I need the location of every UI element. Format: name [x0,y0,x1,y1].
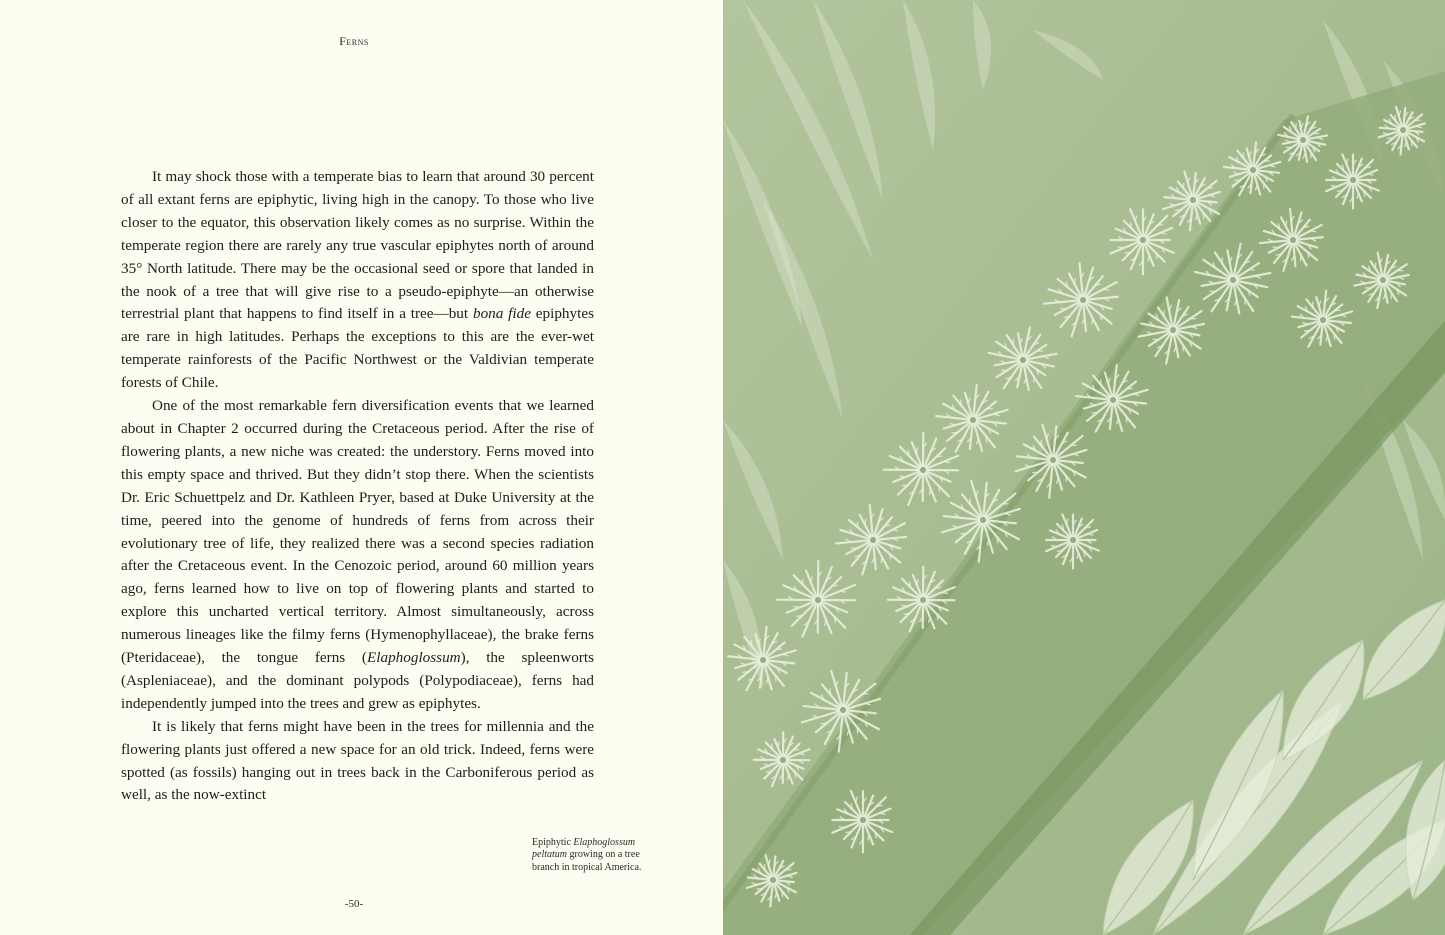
rosette-center [1190,197,1196,203]
paragraph [121,166,594,395]
rosette-center [1020,357,1026,363]
paragraph-italic-text: Elaphoglossum [366,649,461,667]
rosette-center [920,467,926,473]
frond-branch [862,694,868,695]
caption-text: growing on a tree branch in tropical America. [532,849,642,873]
frond-branch [1207,188,1213,189]
rosette-center [1320,317,1326,323]
frond-branch [785,869,791,870]
paragraph [121,716,594,808]
rosette-center [770,877,776,883]
frond-branch [1071,445,1077,446]
rosette-center [1250,167,1256,173]
rosette-center [1300,137,1306,143]
frond-branch [1387,138,1393,139]
frond-branch [757,889,763,890]
rosette-center [780,757,786,763]
figure-caption [532,837,664,874]
frond-branch [892,530,898,531]
paragraph-text: epiphytes are rare in high latitudes. Perhaps the exceptions to this are the ever-wet temperate rainforests of the Pacific Northwest or the Valdivian temperate forests of Chile. [121,305,594,392]
rosette-center [860,817,866,823]
frond-branch [1286,221,1287,227]
paragraph-text: ), the spleenworts (Aspleniaceae), and the dominant polypods (Polypodiaceae), ferns had independently jumped into the trees and grew as epiphytes. [121,649,594,712]
frond-branch [961,533,967,534]
rosette-center [1070,537,1076,543]
rosette-center [920,597,926,603]
caption-italic-text: Elaphoglossum peltatum [532,837,636,861]
frond-branch [851,548,857,549]
frond-branch [970,499,971,505]
rosette-center [1230,277,1236,283]
frond-branch [1066,476,1067,482]
paragraph-text: One of the most remarkable fern diversification events that we learned about in Chapter 2 occurred during the Cretaceous period. After the rise of flowering plants, a new niche was created: the understory. Ferns moved into this empty space and thrived. But they didn’t stop there. When the scientists Dr. Eric Schuettpelz and Dr. Kathleen Pryer, based at Duke University at the time, peered into the genome of hundreds of ferns from across their evolutionary tree of life, they realized there was a second species radiation after the Cretaceous event. In the Cenozoic period, around 60 million years ago, ferns learned how to live on top of flowering plants and started to explore this uncharted vertical territory. Almost simultaneously, across numerous lineages like the filmy ferns (Hymenophyllaceae), the brake ferns (Pteridaceae), the tongue ferns ( [121,397,594,667]
frond-branch [1002,504,1008,505]
frond-branch [1060,308,1066,309]
body-text [121,166,594,807]
paragraph-text: It may shock those with a temperate bias to learn that around 30 percent of all extant ferns are epiphytic, living high in the canopy. To those who live closer to the equator, this observation likely comes as no surprise. Within the temperate region there are rarely any true vascular epiphytes north of around 35° North latitude. There may be the occasional seed or spore that landed in the nook of a tree that will give rise to a pseudo-epiphyte—an otherwise terrestrial plant that happens to find itself in a tree—but [121,168,594,323]
frond-branch [997,537,998,543]
frond-branch [1183,183,1184,189]
frond-branch [1300,255,1301,261]
rosette-center [1080,297,1086,303]
frond-branch [865,519,866,525]
frond-branch [1175,210,1181,211]
frond-branch [1395,115,1396,121]
frond-branch [1032,472,1038,473]
rosette-center [1380,277,1386,283]
rosette-center [870,537,876,543]
frond-branch [1041,440,1042,446]
running-head: Ferns [339,34,369,48]
caption-text: Epiphytic [532,837,574,848]
rosette-center [1110,397,1116,403]
frond-branch [1203,213,1204,219]
rosette-center [1050,457,1056,463]
frond-branch [1075,278,1076,284]
rosette-center [1140,237,1146,243]
rosette-center [970,417,976,423]
frond-branch [1103,289,1109,290]
rosette-center [760,657,766,663]
frond-branch [1092,318,1093,324]
frond-branch [1310,231,1316,232]
rosette-center [1170,327,1176,333]
frond-branch [782,891,783,897]
fern-illustration [723,0,1445,935]
frond-branch [881,557,882,563]
rosette-center [815,597,821,603]
page-number: -50- [344,898,364,910]
frond-branch [765,864,766,870]
paragraph-italic-text: bona fide [472,305,531,323]
frond-branch [821,723,827,724]
rosette-center [1290,237,1296,243]
frond-branch [1414,120,1420,121]
frond-branch [830,689,831,695]
rosette-center [1400,127,1406,133]
rosette-center [840,707,846,713]
rosette-center [1350,177,1356,183]
frond-branch [857,727,858,733]
paragraph [121,395,594,716]
frond-branch [1273,247,1279,248]
rosette-center [980,517,986,523]
illustration-canvas [723,0,1445,935]
frond-branch [1411,140,1412,146]
paragraph-text: It is likely that ferns might have been in the trees for millennia and the flowering plants just offered a new space for an old trick. Indeed, ferns were spotted (as fossils) hanging out in trees back in the Carboniferous period as well, as the now-extinct [121,717,594,804]
